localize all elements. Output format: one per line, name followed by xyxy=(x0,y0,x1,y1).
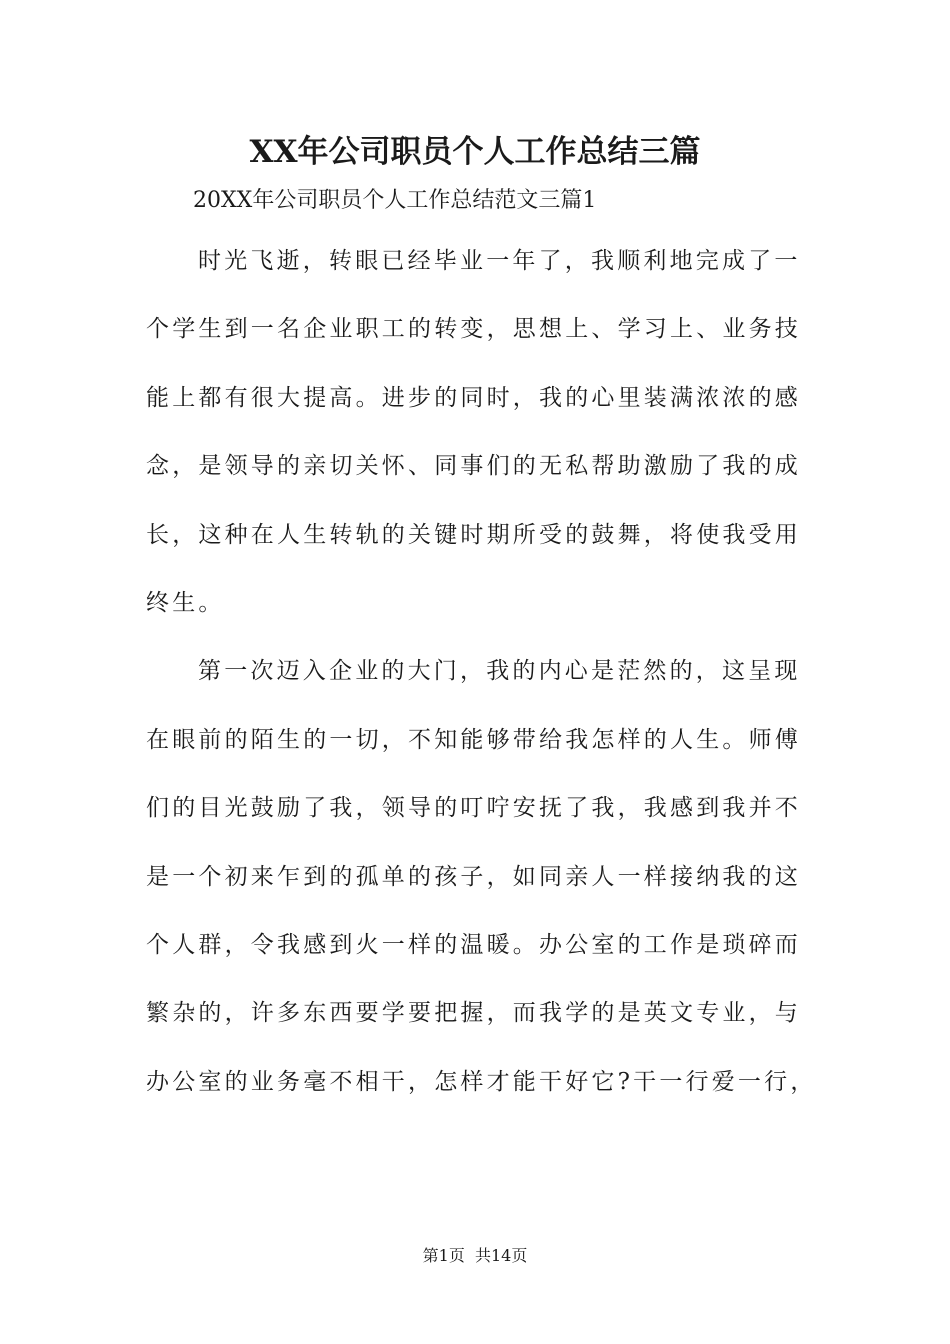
text-line: 长，这种在人生转轨的关键时期所受的鼓舞，将使我受用 xyxy=(146,521,801,548)
text-line: 办公室的业务毫不相干，怎样才能干好它?干一行爱一行， xyxy=(146,1068,817,1095)
text-line: 们的目光鼓励了我，领导的叮咛安抚了我，我感到我并不 xyxy=(146,795,801,822)
text-line: 念，是领导的亲切关怀、同事们的无私帮助激励了我的成 xyxy=(146,453,801,480)
text-line: 在眼前的陌生的一切，不知能够带给我怎样的人生。师傅 xyxy=(146,726,801,753)
document-title: XX年公司职员个人工作总结三篇 xyxy=(249,134,701,170)
page-number: 第1页 共14页 xyxy=(422,1246,528,1265)
text-line: 个学生到一名企业职工的转变，思想上、学习上、业务技 xyxy=(146,316,801,343)
text-line: 繁杂的，许多东西要学要把握，而我学的是英文专业，与 xyxy=(146,1000,801,1027)
page-footer xyxy=(0,1244,950,1268)
text-line: 时光飞逝，转眼已经毕业一年了，我顺利地完成了一 xyxy=(198,248,801,274)
text-line: 能上都有很大提高。进步的同时，我的心里装满浓浓的感 xyxy=(146,384,801,411)
document-subtitle: 20XX年公司职员个人工作总结范文三篇1 xyxy=(193,188,597,213)
text-line: 个人群，令我感到火一样的温暖。办公室的工作是琐碎而 xyxy=(146,931,801,958)
text-line: 终生。 xyxy=(146,589,225,616)
document-body xyxy=(146,244,817,1133)
text-line: 第一次迈入企业的大门，我的内心是茫然的，这呈现 xyxy=(198,658,801,685)
text-line: 是一个初来乍到的孤单的孩子，如同亲人一样接纳我的这 xyxy=(146,863,801,890)
